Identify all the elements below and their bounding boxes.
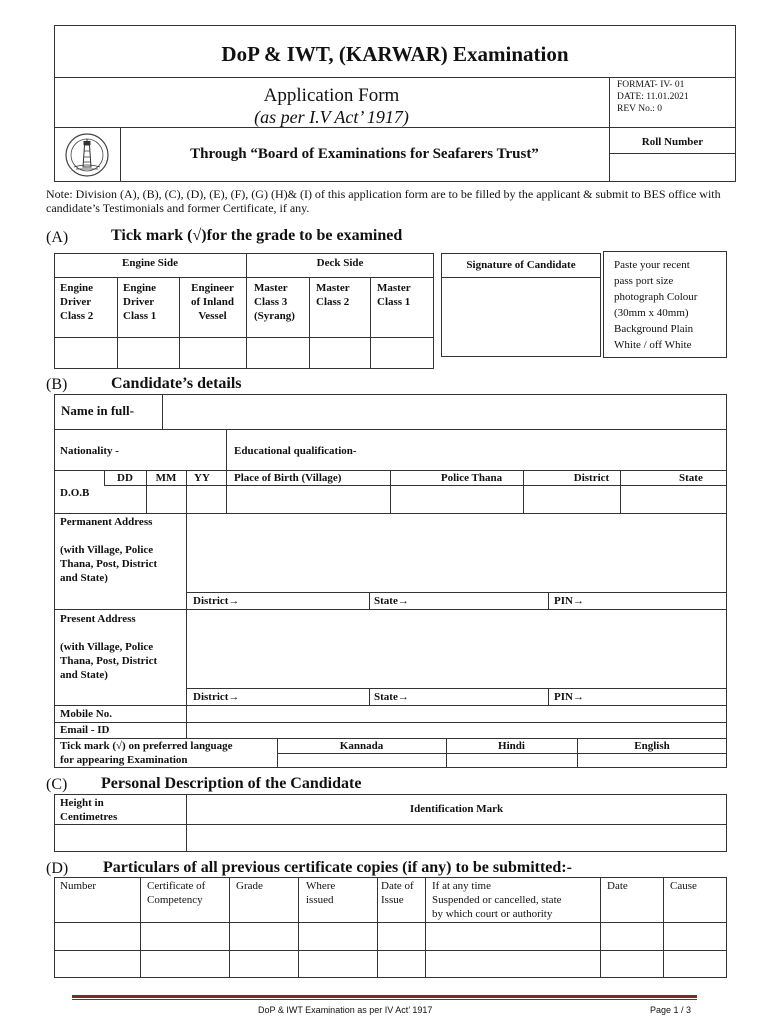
language-kannada: Kannada [339, 740, 384, 752]
state-field[interactable] [621, 486, 726, 512]
present-pin-label: PIN→ [554, 691, 584, 703]
grade-engine-driver-2: Engine Driver Class 2 [60, 282, 94, 322]
permanent-address-hint: (with Village, Police Thana, Post, District and State) [60, 544, 158, 584]
section-b-letter: (B) [46, 376, 68, 393]
cert-col-date: Date [607, 880, 628, 892]
section-a-letter: (A) [46, 229, 69, 246]
language-label: Tick mark (√) on preferred language for appearing Examination [60, 740, 233, 766]
birth-place-label: Place of Birth (Village) [234, 472, 342, 484]
roll-number-label: Roll Number [641, 136, 704, 148]
height-field[interactable] [55, 825, 186, 851]
nationality-label: Nationality - [60, 445, 119, 457]
present-state-label: State→ [374, 691, 409, 703]
roll-number-field[interactable] [610, 154, 735, 181]
tick-kannada[interactable] [278, 754, 446, 767]
dob-yy-label: YY [194, 472, 210, 484]
grade-master-1: Master Class 1 [377, 282, 411, 308]
dob-yy-field[interactable] [187, 486, 226, 512]
instruction-note: Note: Division (A), (B), (C), (D), (E), (F), (G) (H)& (I) of this application form are to be filled by the applicant & submit to BES office with candidate’s Testimonials and former Certificate, if any. [46, 187, 721, 215]
cert-row-1[interactable] [55, 923, 726, 949]
email-field[interactable] [187, 723, 726, 737]
cert-col-competency: Certificate of Competency [147, 880, 206, 906]
form-name: Application Form [263, 85, 400, 106]
tick-master-2[interactable] [310, 338, 370, 368]
name-field[interactable] [163, 395, 726, 428]
permanent-address-field[interactable] [187, 514, 726, 591]
language-english: English [634, 740, 670, 752]
district-field[interactable] [524, 486, 620, 512]
through-line: Through “Board of Examinations for Seafarers Trust” [190, 146, 539, 162]
cert-col-cause: Cause [670, 880, 697, 892]
tick-master-1[interactable] [371, 338, 433, 368]
permanent-address-label: Permanent Address [60, 516, 153, 528]
police-thana-label: Police Thana [440, 472, 503, 484]
lighthouse-seal-icon [62, 131, 112, 179]
identification-mark-field[interactable] [187, 825, 726, 851]
page-number: Page 1 / 3 [650, 1005, 692, 1015]
format-code: FORMAT- IV- 01 [617, 80, 685, 90]
engine-side-header: Engine Side [122, 257, 178, 269]
cert-col-grade: Grade [236, 880, 263, 892]
name-label: Name in full- [61, 403, 134, 418]
cert-col-date-of-issue: Date of Issue [381, 880, 414, 906]
language-hindi: Hindi [498, 740, 525, 752]
grade-master-3: Master Class 3 (Syrang) [254, 282, 295, 322]
district-column-label: District [573, 472, 610, 484]
mobile-field[interactable] [187, 706, 726, 721]
state-column-label: State [679, 472, 703, 484]
identification-mark-label: Identification Mark [409, 803, 504, 815]
police-thana-field[interactable] [391, 486, 523, 512]
format-date: DATE: 11.01.2021 [617, 92, 689, 102]
photo-instructions: Paste your recent pass port size photograph Colour (30mm x 40mm) Background Plain White / off White [614, 259, 698, 351]
education-label: Educational qualification- [234, 445, 357, 457]
present-address-label: Present Address [60, 613, 136, 625]
deck-side-header: Deck Side [316, 257, 364, 269]
section-c-letter: (C) [46, 776, 68, 793]
cert-col-suspension: If at any time Suspended or cancelled, state by which court or authority [432, 880, 562, 920]
present-district-label: District→ [193, 691, 240, 703]
tick-english[interactable] [578, 754, 726, 767]
format-rev: REV No.: 0 [617, 104, 662, 114]
cert-col-where-issued: Where issued [306, 880, 336, 906]
grade-engine-driver-1: Engine Driver Class 1 [123, 282, 157, 322]
footer-rule [72, 995, 697, 998]
tick-engine-driver-2[interactable] [55, 338, 117, 368]
dob-mm-label: MM [155, 472, 177, 484]
permanent-district-label: District→ [193, 595, 240, 607]
dob-dd-label: DD [117, 472, 133, 484]
signature-label: Signature of Candidate [466, 259, 576, 271]
permanent-state-label: State→ [374, 595, 409, 607]
present-address-field[interactable] [187, 610, 726, 687]
birth-place-field[interactable] [227, 486, 390, 512]
section-d-letter: (D) [46, 860, 69, 877]
tick-inland-engineer[interactable] [180, 338, 246, 368]
cert-row-2[interactable] [55, 951, 726, 977]
dob-label: D.O.B [60, 487, 90, 499]
height-label: Height in Centimetres [60, 797, 118, 823]
exam-title: DoP & IWT, (KARWAR) Examination [221, 42, 569, 66]
section-a-title: Tick mark (√)for the grade to be examined [111, 227, 403, 244]
tick-master-3[interactable] [247, 338, 309, 368]
section-b-title: Candidate’s details [111, 375, 242, 392]
dob-mm-field[interactable] [147, 486, 186, 512]
tick-engine-driver-1[interactable] [118, 338, 179, 368]
dob-dd-field[interactable] [105, 486, 146, 512]
mobile-label: Mobile No. [60, 708, 112, 720]
form-act: (as per I.V Act’ 1917) [254, 107, 409, 127]
footer-text: DoP & IWT Examination as per IV Act’ 1917 [258, 1005, 433, 1015]
section-c-title: Personal Description of the Candidate [101, 775, 362, 792]
grade-master-2: Master Class 2 [316, 282, 350, 308]
grade-inland-engineer: Engineer of Inland Vessel [190, 282, 235, 322]
permanent-pin-label: PIN→ [554, 595, 584, 607]
tick-hindi[interactable] [447, 754, 577, 767]
present-address-hint: (with Village, Police Thana, Post, District and State) [60, 641, 158, 681]
email-label: Email - ID [60, 724, 110, 736]
section-d-title: Particulars of all previous certificate copies (if any) to be submitted:- [103, 859, 572, 876]
cert-col-number: Number [60, 880, 97, 892]
